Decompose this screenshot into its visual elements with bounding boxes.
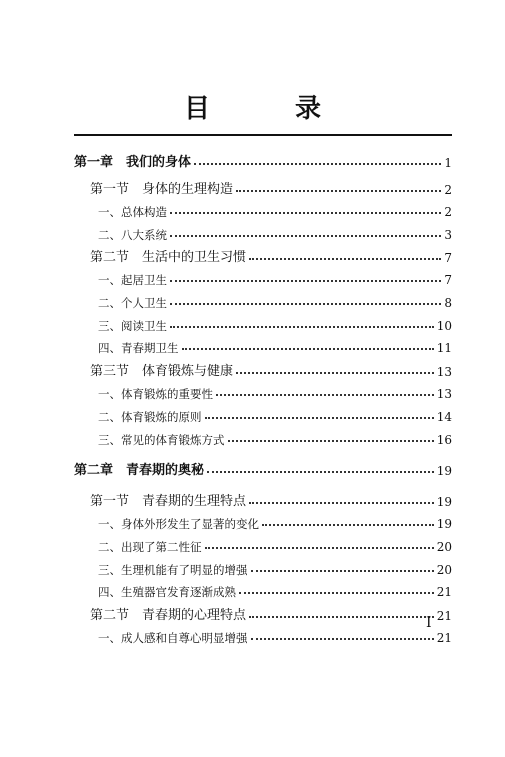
toc-entry-label: 第二节 生活中的卫生习惯	[90, 250, 247, 265]
dot-leader	[170, 325, 434, 328]
toc-entry-label: 第一章 我们的身体	[74, 155, 192, 170]
toc-section[interactable]	[74, 365, 452, 378]
dot-leader	[249, 615, 434, 618]
toc-entry-label: 第二节 青春期的心理特点	[90, 608, 247, 623]
toc-item[interactable]	[74, 229, 452, 241]
toc-entry-label: 第一节 身体的生理构造	[90, 182, 234, 197]
dot-leader	[170, 234, 441, 237]
toc-entry-label: 三、生理机能有了明显的增强	[98, 562, 248, 577]
toc-page-number: 13	[436, 387, 452, 401]
dot-leader	[249, 501, 434, 504]
dot-leader	[170, 302, 441, 305]
toc-section[interactable]	[74, 609, 452, 622]
toc-page-number: 8	[444, 296, 452, 310]
toc-page-number: 19	[436, 517, 452, 531]
toc-page-number: 1	[444, 156, 452, 170]
dot-leader	[262, 523, 434, 526]
title-divider	[74, 134, 452, 136]
toc-chapter[interactable]	[74, 156, 452, 169]
toc-entry-label: 一、体育锻炼的重要性	[98, 386, 213, 401]
dot-leader	[216, 393, 434, 396]
toc-item[interactable]	[74, 206, 452, 218]
dot-leader	[182, 347, 434, 350]
toc-entry-label: 二、个人卫生	[98, 295, 167, 310]
toc-entry-label: 二、出现了第二性征	[98, 539, 202, 554]
toc-section[interactable]	[74, 495, 452, 508]
toc-item[interactable]	[74, 541, 452, 553]
dot-leader	[207, 470, 434, 473]
toc-entry-label: 三、常见的体育锻炼方式	[98, 432, 225, 447]
toc-item[interactable]	[74, 411, 452, 423]
toc-page-number: 19	[436, 464, 452, 478]
folio-page-number: I	[426, 615, 432, 631]
dot-leader	[194, 162, 441, 165]
toc-section[interactable]	[74, 251, 452, 264]
dot-leader	[236, 371, 434, 374]
toc-item[interactable]	[74, 297, 452, 309]
toc-entry-label: 四、青春期卫生	[98, 340, 179, 355]
dot-leader	[249, 257, 441, 260]
toc-page-number: 3	[444, 228, 452, 242]
dot-leader	[236, 189, 441, 192]
toc-item[interactable]	[74, 342, 452, 354]
toc-section[interactable]	[74, 183, 452, 196]
toc-item[interactable]	[74, 274, 452, 286]
toc-page-number: 20	[436, 563, 452, 577]
toc-page-number: 16	[436, 433, 452, 447]
toc-entry-label: 一、身体外形发生了显著的变化	[98, 516, 259, 531]
toc-page-number: 2	[444, 205, 452, 219]
toc-page-number: 14	[436, 410, 452, 424]
toc-page-number: 10	[436, 319, 452, 333]
toc-page-number: 13	[436, 365, 452, 379]
toc-page-number: 21	[436, 609, 452, 623]
toc-entry-label: 二、八大系统	[98, 227, 167, 242]
toc-entry-label: 一、总体构造	[98, 204, 167, 219]
toc-page-number: 19	[436, 495, 452, 509]
dot-leader	[170, 279, 441, 282]
toc-item[interactable]	[74, 434, 452, 446]
toc-item[interactable]	[74, 388, 452, 400]
toc-entry-label: 三、阅读卫生	[98, 318, 167, 333]
toc-page-number: 11	[436, 341, 452, 355]
dot-leader	[228, 439, 434, 442]
dot-leader	[205, 546, 434, 549]
toc-page-number: 2	[444, 183, 452, 197]
toc-page-number: 7	[444, 273, 452, 287]
toc-item[interactable]	[74, 564, 452, 576]
toc-entry-label: 二、体育锻炼的原则	[98, 409, 202, 424]
toc-entry-label: 四、生殖器官发育逐渐成熟	[98, 584, 236, 599]
toc-item[interactable]	[74, 320, 452, 332]
toc-item[interactable]	[74, 518, 452, 530]
toc-page-number: 20	[436, 540, 452, 554]
page-title: 目 录	[183, 94, 360, 124]
toc-item[interactable]	[74, 586, 452, 598]
toc-chapter[interactable]	[74, 464, 452, 477]
dot-leader	[251, 637, 434, 640]
toc-entry-label: 第二章 青春期的奥秘	[74, 463, 205, 478]
toc-entry-label: 第一节 青春期的生理特点	[90, 494, 247, 509]
toc-page-number: 21	[436, 631, 452, 645]
toc-entry-label: 一、成人感和自尊心明显增强	[98, 630, 248, 645]
toc-page-number: 7	[444, 251, 452, 265]
toc-item[interactable]	[74, 632, 452, 644]
toc-entry-label: 第三节 体育锻炼与健康	[90, 364, 234, 379]
toc-entry-label: 一、起居卫生	[98, 272, 167, 287]
dot-leader	[239, 591, 434, 594]
dot-leader	[170, 211, 441, 214]
dot-leader	[205, 416, 434, 419]
dot-leader	[251, 569, 434, 572]
toc-page-number: 21	[436, 585, 452, 599]
